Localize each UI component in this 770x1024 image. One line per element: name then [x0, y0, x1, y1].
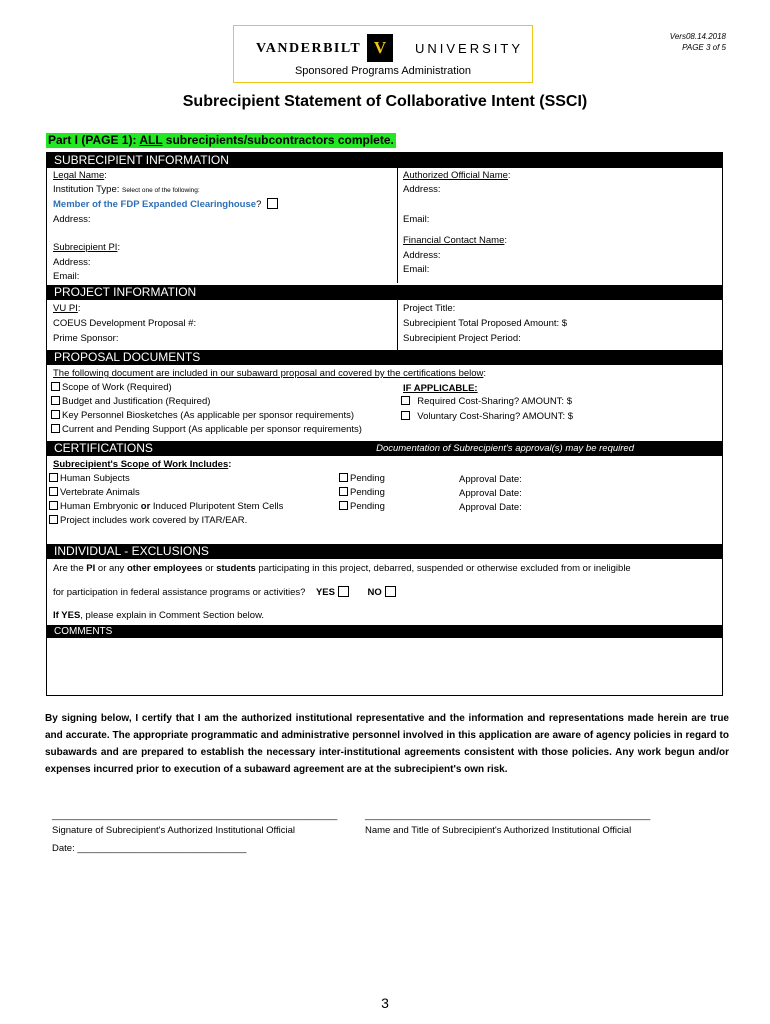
subrecipient-pi-label: Subrecipient PI	[53, 242, 118, 253]
cert-stem-cells[interactable]	[49, 501, 283, 513]
stem-or: or	[140, 501, 151, 512]
doc-biosketches[interactable]	[51, 410, 354, 422]
institution-type-label: Institution Type:	[53, 184, 120, 195]
pending-stem[interactable]	[339, 501, 385, 513]
section-comments-heading: COMMENTS	[47, 625, 722, 638]
part-all: ALL	[139, 133, 163, 147]
section-proposal-heading: PROPOSAL DOCUMENTS	[47, 350, 722, 365]
checkbox-icon[interactable]	[51, 396, 60, 405]
voluntary-cost-sharing[interactable]	[401, 411, 573, 423]
doc-label: Current and Pending Support (As applicable per sponsor requirements)	[62, 424, 362, 435]
name-title-label: Name and Title of Subrecipient's Authorized Institutional Official	[365, 825, 632, 836]
section-certifications-heading	[47, 441, 722, 456]
checkbox-icon[interactable]	[49, 473, 58, 482]
required-cost-sharing[interactable]	[401, 396, 572, 408]
scope-includes-field: Subrecipient's Scope of Work Includes:	[53, 459, 232, 470]
version-info	[670, 31, 726, 53]
authorized-official-field[interactable]: Authorized Official Name:	[403, 170, 511, 181]
name-title-line[interactable]: ______________________________________________________	[365, 810, 651, 821]
section-subrecipient-heading: SUBRECIPIENT INFORMATION	[47, 153, 722, 168]
section-exclusions-heading: INDIVIDUAL - EXCLUSIONS	[47, 544, 722, 559]
financial-address-label[interactable]: Address:	[403, 250, 441, 261]
legal-name-field[interactable]: Legal Name:	[53, 170, 107, 181]
exclusion-question	[53, 563, 631, 575]
financial-contact-field[interactable]: Financial Contact Name:	[403, 235, 508, 246]
checkbox-icon[interactable]	[401, 396, 410, 405]
authorized-address-label[interactable]: Address:	[403, 184, 441, 195]
cost-label: Voluntary Cost-Sharing? AMOUNT: $	[417, 411, 574, 422]
pending-label: Pending	[350, 473, 385, 484]
subrecipient-pi-field[interactable]: Subrecipient PI:	[53, 242, 121, 253]
checkbox-icon[interactable]	[51, 382, 60, 391]
q-pi: PI	[86, 563, 96, 574]
if-yes-note	[53, 610, 264, 622]
ssci-form	[46, 152, 723, 696]
yes-checkbox[interactable]	[338, 586, 349, 597]
doc-label: Budget and Justification (Required)	[62, 396, 211, 407]
cert-label: Vertebrate Animals	[60, 487, 140, 498]
checkbox-icon[interactable]	[49, 501, 58, 510]
financial-contact-label: Financial Contact Name	[403, 235, 505, 246]
proposal-intro-text: The following document are included in our subaward proposal and covered by the certifications below	[53, 368, 484, 379]
part-instructions	[46, 133, 396, 148]
stem-suffix: Induced Pluripotent Stem Cells	[150, 501, 284, 512]
pending-label: Pending	[350, 501, 385, 512]
pi-email-label[interactable]: Email:	[53, 271, 80, 282]
cert-vertebrate-animals[interactable]	[49, 487, 140, 499]
no-checkbox[interactable]	[385, 586, 396, 597]
if-yes-text: , please explain in Comment Section below.	[80, 610, 265, 621]
approval-date-animals[interactable]: Approval Date:	[459, 488, 522, 499]
pending-animals[interactable]	[339, 487, 385, 499]
fdp-label: Member of the FDP Expanded Clearinghouse	[53, 199, 257, 210]
no-label: NO	[367, 587, 382, 598]
signature-label: Signature of Subrecipient's Authorized Institutional Official	[52, 825, 295, 836]
fdp-checkbox[interactable]	[267, 198, 278, 209]
vu-pi-label: VU PI	[53, 303, 78, 314]
pending-label: Pending	[350, 487, 385, 498]
version-text: Vers08.14.2018	[669, 32, 726, 41]
cert-itar[interactable]	[49, 515, 247, 527]
cert-human-subjects[interactable]	[49, 473, 130, 485]
logo-text-right: UNIVERSITY	[415, 41, 524, 56]
approval-date-stem[interactable]: Approval Date:	[459, 502, 522, 513]
coeus-proposal-label[interactable]: COEUS Development Proposal #:	[53, 318, 197, 329]
page-title: Subrecipient Statement of Collaborative Intent (SSCI)	[182, 93, 588, 110]
q-part1: Are the	[53, 563, 87, 574]
page-number: 3	[381, 995, 389, 1011]
financial-email-label[interactable]: Email:	[403, 264, 430, 275]
checkbox-icon[interactable]	[49, 487, 58, 496]
vu-pi-field[interactable]: VU PI:	[53, 303, 81, 314]
cost-label: Required Cost-Sharing? AMOUNT: $	[417, 396, 572, 407]
doc-scope-of-work[interactable]	[51, 382, 172, 394]
total-amount-label[interactable]: Subrecipient Total Proposed Amount: $	[403, 318, 568, 329]
proposal-intro: The following document are included in our subaward proposal and covered by the certifications below:	[53, 368, 487, 379]
page-indicator: PAGE 3 of 5	[682, 43, 726, 52]
project-title-label[interactable]: Project Title:	[403, 303, 456, 314]
checkbox-icon[interactable]	[339, 473, 348, 482]
if-yes-label: If YES	[53, 610, 81, 621]
pi-address-label[interactable]: Address:	[53, 257, 91, 268]
certification-statement: By signing below, I certify that I am the authorized institutional representative and the information and representations made herein are true and accurate. The appropriate programmatic and administrative personnel involved in this application are aware of agency policies in regard to subawards and are prepared to establish the necessary inter-institutional agreements consistent with those policies. Any work begun and/or expenses incurred prior to execution of a subaward agreement are at the subrecipient's own risk.	[45, 713, 729, 775]
column-divider-project	[397, 300, 398, 350]
pending-human[interactable]	[339, 473, 385, 485]
checkbox-icon[interactable]	[51, 424, 60, 433]
checkbox-icon[interactable]	[51, 410, 60, 419]
checkbox-icon[interactable]	[401, 411, 410, 420]
stem-prefix: Human Embryonic	[60, 501, 141, 512]
institution-type-field[interactable]	[53, 184, 200, 197]
q-line2: for participation in federal assistance programs or activities?	[53, 587, 306, 598]
select-one-hint: Select one of the following:	[122, 187, 200, 194]
scope-includes-label: Subrecipient's Scope of Work Includes	[53, 459, 229, 470]
approval-date-human[interactable]: Approval Date:	[459, 474, 522, 485]
checkbox-icon[interactable]	[49, 515, 58, 524]
signature-line[interactable]: ______________________________________________________	[52, 810, 338, 821]
doc-label: Key Personnel Biosketches (As applicable per sponsor requirements)	[62, 410, 355, 421]
q-part3: or	[202, 563, 217, 574]
part-suffix: subrecipients/subcontractors complete.	[162, 133, 394, 147]
vanderbilt-mark-icon: V	[367, 34, 393, 62]
cert-label: Human Subjects	[60, 473, 130, 484]
q-students: students	[216, 563, 256, 574]
q-part4: participating in this project, debarred, suspended or otherwise excluded from or ineligible	[255, 563, 631, 574]
q-employees: other employees	[126, 563, 203, 574]
authorized-official-label: Authorized Official Name	[403, 170, 508, 181]
doc-current-pending[interactable]	[51, 424, 362, 436]
logo-subtitle: Sponsored Programs Administration	[294, 65, 472, 77]
logo-text-left: VANDERBILT	[256, 41, 362, 56]
exclusion-question-line2	[53, 586, 396, 599]
fdp-member-field: Member of the FDP Expanded Clearinghouse?	[53, 198, 278, 211]
address-label[interactable]: Address:	[53, 214, 91, 225]
doc-budget[interactable]	[51, 396, 210, 408]
checkbox-icon[interactable]	[339, 487, 348, 496]
legal-name-label: Legal Name	[53, 170, 105, 181]
project-period-label[interactable]: Subrecipient Project Period:	[403, 333, 521, 344]
cert-label: Project includes work covered by ITAR/EAR.	[60, 515, 248, 526]
comments-textarea[interactable]	[47, 638, 722, 695]
authorized-email-label[interactable]: Email:	[403, 214, 430, 225]
if-applicable-label: IF APPLICABLE:	[403, 383, 478, 394]
column-divider	[397, 168, 398, 283]
q-part2: or any	[95, 563, 127, 574]
checkbox-icon[interactable]	[339, 501, 348, 510]
date-field[interactable]: Date: ________________________________	[52, 843, 247, 854]
yes-label: YES	[315, 587, 335, 598]
doc-label: Scope of Work (Required)	[62, 382, 172, 393]
prime-sponsor-label[interactable]: Prime Sponsor:	[53, 333, 119, 344]
part-prefix: Part I (PAGE 1):	[48, 133, 140, 147]
certifications-title: CERTIFICATIONS	[54, 441, 153, 455]
section-project-heading: PROJECT INFORMATION	[47, 285, 722, 300]
certifications-note: Documentation of Subrecipient's approval(s) may be required	[376, 443, 634, 454]
